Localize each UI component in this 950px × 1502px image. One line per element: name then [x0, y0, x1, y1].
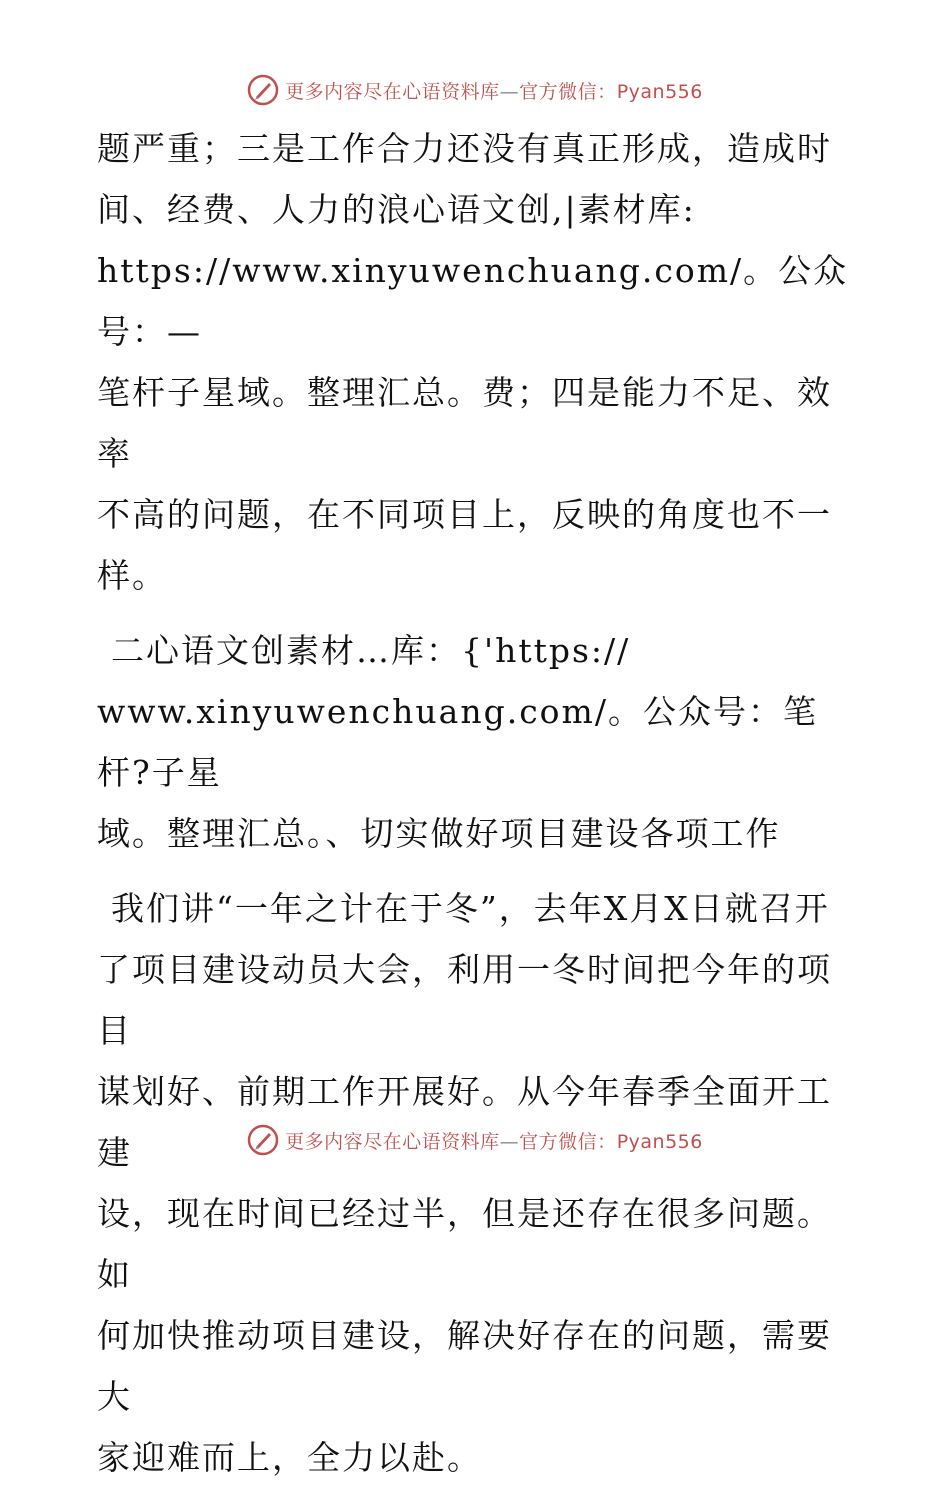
watermark-brand: 更多内容尽在心语资料库: [285, 80, 500, 103]
watermark-wechat-id: Pyan556: [616, 1130, 703, 1153]
watermark-separator: —: [499, 1130, 520, 1153]
footer-watermark: [0, 1120, 950, 1160]
watermark-text: [285, 77, 703, 104]
feather-pen-logo-icon: [247, 74, 279, 106]
paragraph-3: 我们讲“一年之计在于冬”，去年X月X日就召开 了项目建设动员大会，利用一冬时间把今年的项目 谋划好、前期工作开展好。从今年春季全面开工建 设，现在时间已经过半，但是还存在很多问题。如 何加快推动项目建设，解决好存在的问题，需要大 家迎难而上，全力以赴。: [97, 889, 832, 1477]
header-watermark: [0, 70, 950, 110]
watermark-text: [285, 1127, 703, 1154]
feather-pen-logo-icon: [247, 1124, 279, 1156]
watermark-label: 官方微信：: [519, 80, 617, 103]
watermark-label: 官方微信：: [519, 1130, 617, 1153]
watermark-separator: —: [499, 80, 520, 103]
watermark-wechat-id: Pyan556: [616, 80, 703, 103]
document-body: [97, 118, 857, 1502]
paragraph-2: 二心语文创素材…库：{'https:// www.xinyuwenchuang.com/。公众号：笔杆?子星 域。整理汇总。、切实做好项目建设各项工作: [97, 631, 818, 853]
paragraph-1: 题严重；三是工作合力还没有真正形成，造成时 间、经费、人力的浪心语文创,|素材库: https://www.xinyuwenchuang.com/。公众号：— 笔杆子星域。整理汇总。费；四是能力不足、效率 不高的问题，在不同项目上，反映的角度也不一 样。: [97, 129, 849, 595]
watermark-brand: 更多内容尽在心语资料库: [285, 1130, 500, 1153]
